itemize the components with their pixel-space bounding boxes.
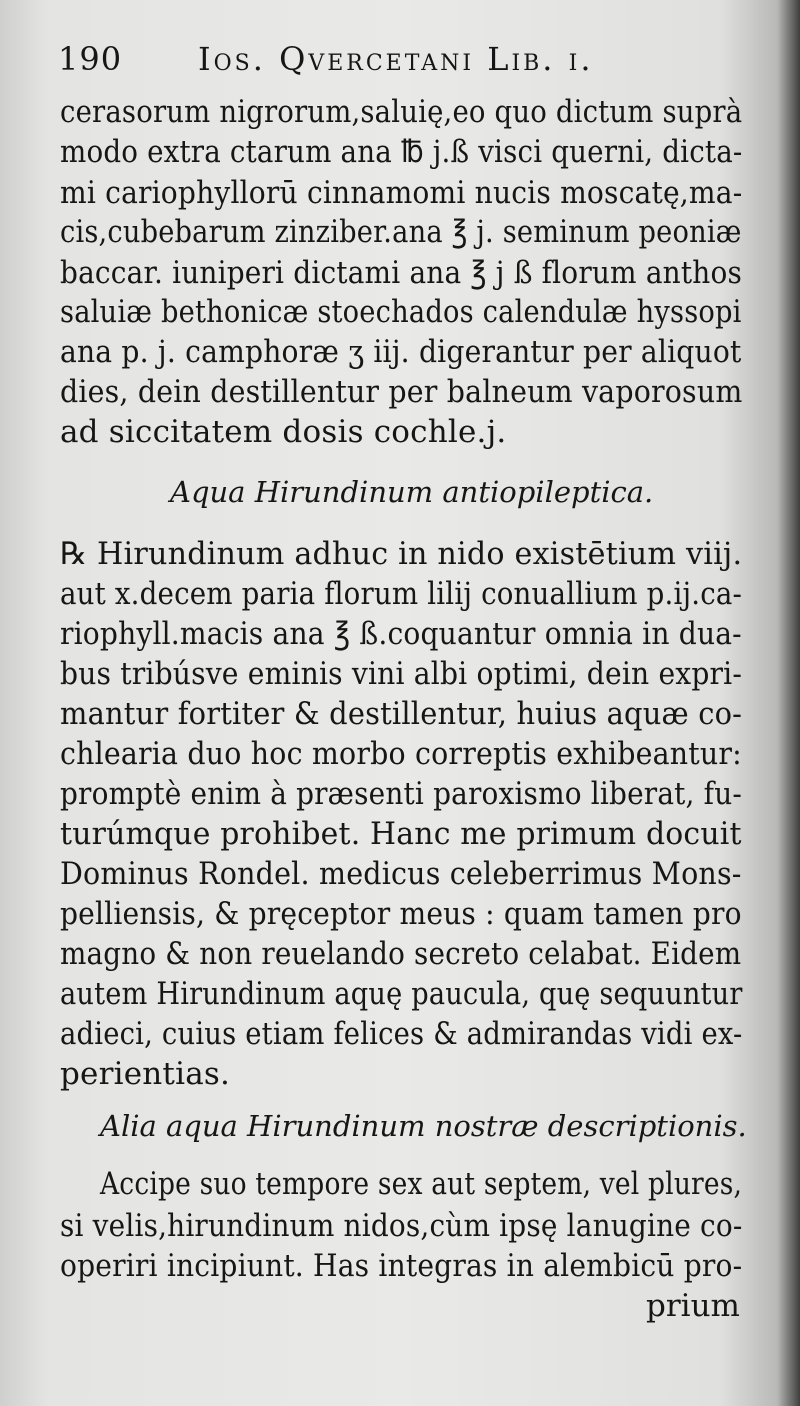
text-line: aut x.decem paria florum lilij conuallium p.ij.ca-: [60, 576, 743, 612]
text-line: ana p. j. camphoræ ʒ iij. digerantur per aliquot: [60, 334, 742, 370]
section-heading: Aqua Hirundinum antiopileptica.: [170, 475, 654, 509]
text-line: cis,cubebarum zinziber.ana ℥ j. seminum peoniæ: [60, 214, 742, 250]
section-heading: Alia aqua Hirundinum nostræ descriptionis.: [100, 1109, 747, 1143]
text-line: Dominus Rondel. medicus celeberrimus Mons-: [60, 856, 742, 892]
page-gutter-shadow: [778, 0, 800, 1406]
text-line: dies, dein destillentur per balneum vaporosum: [60, 374, 743, 410]
running-head: Ios. Qvercetani Lib. i.: [198, 40, 594, 78]
catchword: prium: [646, 1288, 740, 1324]
text-line: modo extra ctarum ana ℔ j.ß visci querni, dicta-: [60, 134, 743, 170]
text-line: perientias.: [60, 1056, 231, 1092]
text-line: mantur fortiter & destillentur, huius aquæ co-: [60, 696, 743, 732]
text-line: turúmque prohibet. Hanc me primum docuit: [60, 816, 742, 852]
text-line: adieci, cuius etiam felices & admirandas vidi ex-: [60, 1016, 743, 1052]
text-line: si velis,hirundinum nidos,cùm ipsę lanugine co-: [60, 1208, 743, 1244]
text-line: mi cariophyllorū cinnamomi nucis moscatę,ma-: [60, 175, 743, 211]
text-line: pelliensis, & pręceptor meus : quam tamen pro: [60, 896, 742, 932]
text-line: saluiæ bethonicæ stoechados calendulæ hyssopi: [60, 294, 742, 330]
text-line: Accipe suo tempore sex aut septem, vel plures,: [100, 1166, 743, 1202]
text-line: ℞ Hirundinum adhuc in nido existētium viij.: [60, 536, 743, 572]
page-header: [58, 40, 758, 90]
page-number: 190: [58, 40, 123, 78]
text-line: bus tribúsve eminis vini albi optimi, dein expri-: [60, 656, 743, 692]
text-line: magno & non reuelando secreto celabat. Eidem: [60, 936, 742, 972]
text-line: baccar. iuniperi dictami ana ℥ j ß florum anthos: [60, 255, 743, 291]
text-line: operiri incipiunt. Has integras in alembicū pro-: [60, 1248, 743, 1284]
text-line: ad siccitatem dosis cochle.j.: [60, 414, 507, 450]
text-line: chlearia duo hoc morbo correptis exhibeantur:: [60, 736, 742, 772]
text-line: cerasorum nigrorum,saluię,eo quo dictum suprà: [60, 94, 743, 130]
text-line: autem Hirundinum aquę paucula, quę sequuntur: [60, 976, 743, 1012]
text-line: promptè enim à præsenti paroxismo liberat, fu-: [60, 776, 742, 812]
text-line: riophyll.macis ana ℥ ß.coquantur omnia in dua-: [60, 616, 742, 652]
